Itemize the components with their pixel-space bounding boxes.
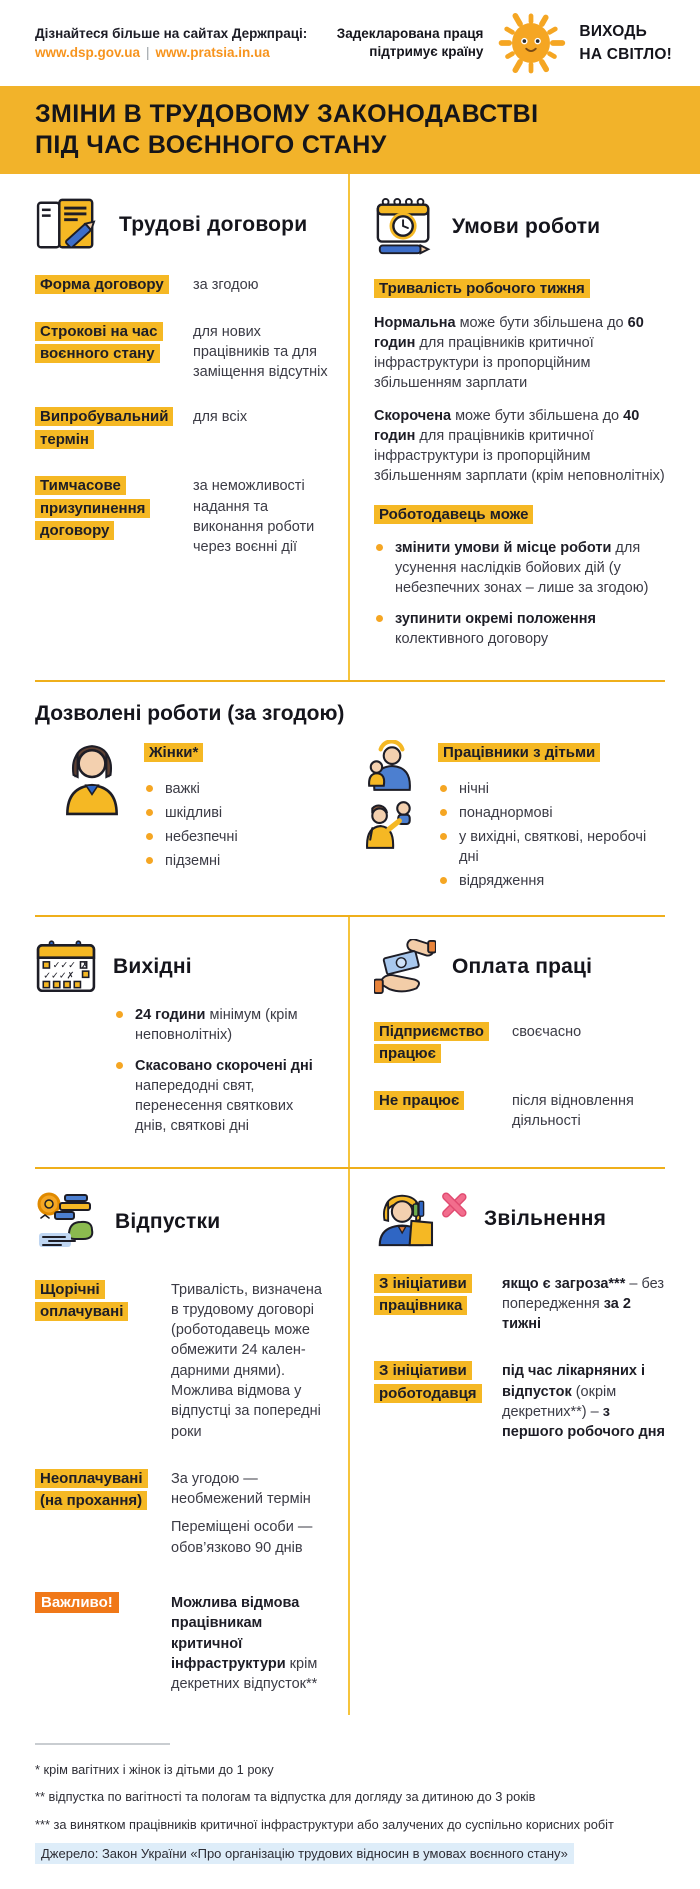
footnote-1: * крім вагітних і жінок із дітьми до 1 року bbox=[35, 1761, 274, 1777]
dismissal-woman-icon bbox=[374, 1191, 434, 1247]
contract-text-fixed-term: для нових працівників та для заміщення відсутніх bbox=[193, 323, 328, 381]
pay-title: Оплата праці bbox=[452, 954, 593, 978]
calendar-clock-icon bbox=[374, 196, 436, 258]
women-item: шкідливі bbox=[144, 803, 238, 823]
svg-text:✓✓✓✗: ✓✓✓✗ bbox=[43, 969, 75, 980]
pratsia-in-ua-link[interactable]: www.pratsia.in.ua bbox=[155, 45, 270, 60]
tagline-line-1: Задекларована праця bbox=[336, 25, 484, 41]
page-title-line-1: ЗМІНИ В ТРУДОВОМУ ЗАКОНОДАВСТВІ bbox=[35, 99, 539, 128]
dismissal-column bbox=[350, 1169, 665, 1715]
reduced-week-paragraph: Скорочена може бути збільшена до 40 годин для працівників критичної інфраструктури із пропорційним збільшенням зарплати (крім неповнолітніх) bbox=[374, 407, 665, 484]
pay-label-not-working: Не працює bbox=[374, 1091, 464, 1110]
main-content bbox=[0, 174, 700, 1715]
contract-documents-icon bbox=[35, 196, 103, 254]
annual-paid-label: Щорічні оплачувані bbox=[35, 1280, 128, 1322]
vacations-title: Відпустки bbox=[115, 1209, 221, 1233]
employer-can-item-1: змінити умови й місце роботи для усунення наслідків бойових дій (у небезпечних зонах – лише за згодою) bbox=[374, 538, 665, 598]
footnote-2: ** відпустка по вагітності та пологам та відпустка для догляду за дитиною до 3 років bbox=[35, 1789, 536, 1805]
vacation-row-unpaid bbox=[35, 1468, 328, 1566]
unpaid-text bbox=[171, 1468, 328, 1566]
svg-text:✗: ✗ bbox=[80, 959, 89, 970]
tagline-line-2: підтримує країну bbox=[369, 44, 484, 59]
unpaid-text-2: Переміщені особи — обов’язково 90 днів bbox=[171, 1519, 313, 1556]
work-conditions-column bbox=[350, 174, 665, 680]
pay-text-working: своєчасно bbox=[512, 1023, 582, 1040]
women-item: важкі bbox=[144, 779, 238, 799]
women-list bbox=[144, 779, 238, 871]
pay-column bbox=[350, 917, 665, 1167]
employee-initiative-label: З ініціативи працівника bbox=[374, 1274, 472, 1316]
parents-label: Працівники з дітьми bbox=[438, 743, 600, 762]
important-text: Можлива відмова працівникам критичної інфраструктури крім декретних відпусток** bbox=[171, 1595, 318, 1693]
employer-can-subheading: Роботодавець може bbox=[374, 505, 533, 524]
slogan-line-2: НА СВІТЛО! bbox=[579, 46, 672, 63]
weekend-calendar-icon bbox=[35, 939, 97, 995]
section-vacations-dismissal bbox=[35, 1169, 665, 1715]
employer-initiative-label: З ініціативи роботодавця bbox=[374, 1361, 482, 1403]
section-contracts-conditions bbox=[35, 174, 665, 680]
unpaid-label: Неоплачувані (на прохання) bbox=[35, 1469, 148, 1511]
normal-week-paragraph: Нормальна може бути збільшена до 60 годин для працівників критичної інфраструктури із пропорційним збільшенням зарплати bbox=[374, 314, 644, 391]
contract-row-suspension bbox=[35, 475, 328, 557]
campaign-slogan bbox=[579, 20, 672, 67]
contracts-title: Трудові договори bbox=[119, 213, 308, 236]
employee-initiative-text: якщо є загроза*** – без попередження за 2 тижні bbox=[502, 1275, 665, 1333]
weekends-item-1: 24 години мінімум (крім неповнолітніх) bbox=[114, 1005, 328, 1045]
contract-text-probation: для всіх bbox=[193, 409, 248, 426]
slogan-line-1: ВИХОДЬ bbox=[579, 22, 647, 40]
dismissal-row-employer bbox=[374, 1360, 665, 1442]
header-info-block bbox=[35, 26, 307, 60]
employer-can-item-2: зупинити окремі положення колективного договору bbox=[374, 609, 665, 649]
contract-label-fixed-term: Строкові на час воєнного стану bbox=[35, 322, 163, 364]
contract-label-probation: Випробувальний термін bbox=[35, 407, 173, 449]
title-banner bbox=[0, 86, 700, 174]
employer-initiative-text: під час лікарняних і відпусток (окрім декретних**) – з першого робочого дня bbox=[502, 1363, 665, 1441]
contracts-column bbox=[35, 174, 350, 680]
women-item: підземні bbox=[144, 851, 238, 871]
mother-with-baby-icon bbox=[364, 740, 418, 792]
women-label: Жінки* bbox=[144, 743, 203, 762]
unpaid-text-1: За угодою — необмежений термін bbox=[171, 1470, 311, 1508]
source-line bbox=[35, 1844, 665, 1865]
weekends-column bbox=[35, 917, 350, 1167]
red-x-icon bbox=[440, 1191, 468, 1219]
sun-mascot-icon bbox=[491, 5, 571, 81]
vacation-beach-icon bbox=[35, 1191, 99, 1253]
women-item: небезпечні bbox=[144, 827, 238, 847]
dsp-gov-ua-link[interactable]: www.dsp.gov.ua bbox=[35, 45, 141, 60]
pay-label-working: Підприємство працює bbox=[374, 1022, 489, 1064]
woman-icon bbox=[60, 740, 124, 816]
allowed-work-title: Дозволені роботи (за згодою) bbox=[35, 702, 345, 725]
parents-item: відрядження bbox=[438, 871, 665, 891]
pay-row-working bbox=[374, 1021, 665, 1066]
header-info-label: Дізнайтеся більше на сайтах Держпраці: bbox=[35, 26, 308, 41]
weekends-item-2: Скасовано скорочені дні напередодні свят, перенесення святкових днів, святкові дні bbox=[114, 1056, 328, 1136]
campaign-tagline bbox=[337, 25, 484, 61]
parents-item: у вихідні, святкові, неробочі дні bbox=[438, 827, 665, 867]
section-allowed-work bbox=[35, 682, 665, 915]
section-weekends-pay bbox=[35, 917, 665, 1167]
footnote-rule bbox=[35, 1743, 170, 1745]
contract-text-form: за згодою bbox=[193, 277, 259, 293]
weekends-list bbox=[114, 1005, 328, 1136]
link-separator: | bbox=[146, 45, 150, 60]
page-title bbox=[35, 99, 538, 162]
contract-text-suspension: за неможливості надання та виконання роботи через воєнні дії bbox=[193, 478, 315, 556]
pay-row-not-working bbox=[374, 1090, 665, 1132]
parents-item: понаднормові bbox=[438, 803, 665, 823]
header-links bbox=[35, 45, 307, 60]
annual-paid-text: Тривалість, визначена в трудовому договорі (роботодавець може обмежити 24 кален-дарними днями). Можлива відмова у відпустці за попередні роки bbox=[171, 1281, 322, 1440]
contract-label-form: Форма договору bbox=[35, 275, 169, 294]
parents-column bbox=[350, 740, 665, 895]
vacations-column bbox=[35, 1169, 350, 1715]
work-conditions-title: Умови роботи bbox=[452, 215, 601, 238]
contract-row-fixed-term bbox=[35, 321, 328, 383]
contract-row-form bbox=[35, 274, 328, 297]
source-text: Джерело: Закон України «Про організацію трудових відносин в умовах воєнного стану» bbox=[35, 1843, 574, 1864]
page-title-line-2: ПІД ЧАС ВОЄННОГО СТАНУ bbox=[35, 131, 387, 159]
parents-list bbox=[438, 779, 665, 891]
svg-text:✓✓✓: ✓✓✓ bbox=[52, 959, 76, 970]
footnote-3: *** за винятком працівників критичної інфраструктури або залучених до суспільно корисних робіт bbox=[35, 1817, 614, 1833]
contract-row-probation bbox=[35, 406, 328, 451]
contract-label-suspension: Тимчасове призупинення договору bbox=[35, 476, 150, 540]
vacation-row-important bbox=[35, 1592, 328, 1694]
money-hands-icon bbox=[374, 939, 436, 995]
dismissal-title: Звільнення bbox=[484, 1206, 607, 1230]
weekends-title: Вихідні bbox=[113, 954, 192, 978]
dismissal-row-employee bbox=[374, 1273, 665, 1335]
important-badge: Важливо! bbox=[35, 1592, 119, 1613]
father-lifting-child-icon bbox=[364, 798, 418, 850]
campaign-block bbox=[337, 5, 672, 81]
women-column bbox=[35, 740, 350, 895]
parents-item: нічні bbox=[438, 779, 665, 799]
footnotes bbox=[0, 1715, 700, 1889]
week-duration-subheading: Тривалість робочого тижня bbox=[374, 279, 590, 298]
header bbox=[0, 0, 700, 86]
pay-text-not-working: після відновлення діяльності bbox=[512, 1092, 634, 1129]
vacation-row-annual bbox=[35, 1279, 328, 1442]
employer-can-list bbox=[374, 538, 665, 649]
